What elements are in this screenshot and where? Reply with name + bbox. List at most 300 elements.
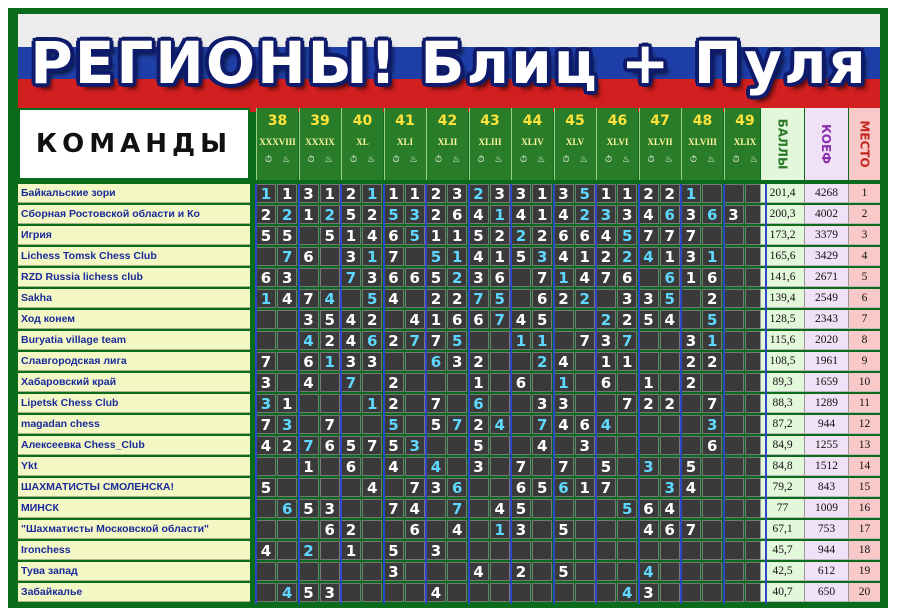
result-cell: 5 — [299, 583, 319, 602]
result-cell: 5 — [511, 499, 531, 518]
result-cell: 5 — [341, 205, 361, 224]
result-cell — [724, 247, 744, 266]
round-icons — [597, 155, 638, 165]
result-cell — [724, 541, 744, 560]
result-cell: 3 — [617, 289, 637, 308]
team-place: 3 — [848, 226, 880, 245]
result-cell — [724, 499, 744, 518]
result-cell: 5 — [469, 436, 489, 455]
result-cell: 6 — [660, 205, 680, 224]
fire-icon: ♨ — [281, 155, 291, 165]
result-cell: 5 — [660, 289, 680, 308]
result-cell — [256, 499, 276, 518]
result-cell — [575, 457, 595, 476]
result-cell — [341, 499, 361, 518]
result-cell — [724, 583, 744, 602]
result-cell — [320, 457, 340, 476]
result-cell — [277, 562, 297, 581]
result-cell — [277, 457, 297, 476]
team-place: 12 — [848, 415, 880, 434]
fire-icon: ♨ — [579, 155, 588, 165]
result-cell: 1 — [277, 184, 297, 203]
result-cell — [469, 331, 489, 350]
round-separator — [680, 184, 682, 604]
result-cell: 6 — [299, 247, 319, 266]
result-cell — [490, 436, 510, 455]
result-cell — [362, 583, 382, 602]
result-cell: 2 — [426, 205, 446, 224]
result-cell — [681, 310, 701, 329]
result-cell: 5 — [532, 478, 552, 497]
result-cell: 3 — [639, 457, 659, 476]
result-cell — [490, 562, 510, 581]
result-cell — [511, 541, 531, 560]
result-cell: 4 — [554, 247, 574, 266]
round-roman: XLI — [396, 137, 413, 147]
result-cell — [532, 562, 552, 581]
team-points: 200,3 — [760, 205, 804, 224]
result-cell: 5 — [384, 541, 404, 560]
result-cell: 6 — [660, 520, 680, 539]
team-name: magadan chess — [18, 415, 250, 434]
result-cell: 6 — [384, 226, 404, 245]
result-cell: 4 — [384, 289, 404, 308]
result-cell: 5 — [362, 289, 382, 308]
round-separator — [468, 184, 470, 604]
result-cell: 5 — [426, 247, 446, 266]
result-cell — [532, 457, 552, 476]
result-cell: 2 — [554, 289, 574, 308]
result-cell — [702, 478, 722, 497]
result-cell: 4 — [384, 457, 404, 476]
result-cell: 3 — [320, 499, 340, 518]
result-cell: 4 — [511, 205, 531, 224]
result-cell: 4 — [490, 499, 510, 518]
result-cell — [554, 331, 574, 350]
result-cell — [341, 583, 361, 602]
result-cell — [575, 562, 595, 581]
round-number: 48 — [692, 113, 713, 129]
clock-icon: ⏱ — [562, 155, 570, 165]
result-cell — [639, 415, 659, 434]
result-cell: 2 — [617, 247, 637, 266]
result-cell: 1 — [575, 247, 595, 266]
result-cell: 1 — [490, 520, 510, 539]
result-cell: 7 — [320, 415, 340, 434]
result-cell: 1 — [554, 373, 574, 392]
result-cell — [681, 499, 701, 518]
result-cell: 5 — [532, 310, 552, 329]
fire-icon: ♨ — [366, 155, 376, 165]
result-cell: 7 — [341, 373, 361, 392]
fire-icon: ♨ — [536, 155, 546, 165]
result-cell — [660, 436, 680, 455]
team-place: 19 — [848, 562, 880, 581]
team-coef: 843 — [804, 478, 848, 497]
team-name: Ykt — [18, 457, 250, 476]
team-points: 89,3 — [760, 373, 804, 392]
result-cell — [426, 520, 446, 539]
result-cell: 6 — [575, 226, 595, 245]
clock-icon: ⏱ — [689, 155, 697, 165]
result-cell: 1 — [362, 247, 382, 266]
result-cell: 5 — [256, 226, 276, 245]
round-icons — [342, 155, 383, 165]
team-coef: 2343 — [804, 310, 848, 329]
round-header-48 — [681, 108, 723, 180]
result-cell — [575, 520, 595, 539]
result-cell: 2 — [469, 184, 489, 203]
result-cell: 7 — [617, 394, 637, 413]
result-cell: 6 — [511, 373, 531, 392]
result-cell — [681, 541, 701, 560]
fire-icon: ♨ — [494, 155, 503, 165]
result-cell: 6 — [405, 520, 425, 539]
result-cell — [469, 583, 489, 602]
result-cell: 1 — [532, 184, 552, 203]
result-cell — [384, 478, 404, 497]
result-cell — [447, 394, 467, 413]
team-points: 45,7 — [760, 541, 804, 560]
result-cell — [660, 352, 680, 371]
result-cell — [490, 394, 510, 413]
round-number: 40 — [352, 113, 373, 129]
round-header-46 — [596, 108, 638, 180]
result-cell: 3 — [341, 247, 361, 266]
team-name: Хабаровский край — [18, 373, 250, 392]
result-cell: 4 — [320, 289, 340, 308]
result-cell: 4 — [256, 541, 276, 560]
team-coef: 1009 — [804, 499, 848, 518]
result-cell: 7 — [299, 289, 319, 308]
result-cell: 7 — [596, 478, 616, 497]
clock-icon: ⏱ — [392, 155, 400, 165]
result-cell: 4 — [554, 415, 574, 434]
result-cell — [490, 457, 510, 476]
result-cell: 1 — [490, 205, 510, 224]
result-cell: 4 — [639, 205, 659, 224]
round-separator — [425, 184, 427, 604]
round-roman: XLVIII — [688, 137, 717, 147]
result-cell: 7 — [341, 268, 361, 287]
result-cell: 5 — [384, 415, 404, 434]
result-cell: 2 — [320, 331, 340, 350]
result-cell: 5 — [490, 289, 510, 308]
result-cell — [660, 415, 680, 434]
team-coef: 1289 — [804, 394, 848, 413]
round-header-42 — [426, 108, 468, 180]
result-cell — [554, 541, 574, 560]
result-cell — [681, 583, 701, 602]
result-cell — [511, 436, 531, 455]
result-cell — [256, 310, 276, 329]
round-number: 44 — [522, 113, 543, 129]
team-coef: 3379 — [804, 226, 848, 245]
team-points: 165,6 — [760, 247, 804, 266]
result-cell — [660, 541, 680, 560]
round-header-44 — [511, 108, 553, 180]
result-cell: 2 — [702, 289, 722, 308]
team-coef: 944 — [804, 541, 848, 560]
points-label: БАЛЛЫ — [775, 118, 790, 170]
result-cell: 7 — [256, 415, 276, 434]
result-cell — [596, 520, 616, 539]
result-cell: 5 — [320, 310, 340, 329]
result-cell: 2 — [426, 184, 446, 203]
result-cell: 4 — [575, 268, 595, 287]
result-cell: 2 — [277, 205, 297, 224]
result-cell — [405, 541, 425, 560]
result-cell: 5 — [575, 184, 595, 203]
clock-icon: ⏱ — [349, 155, 357, 165]
team-name: Ход конем — [18, 310, 250, 329]
team-place: 14 — [848, 457, 880, 476]
round-icons — [300, 155, 341, 165]
result-cell: 3 — [532, 394, 552, 413]
team-coef: 753 — [804, 520, 848, 539]
result-cell — [617, 562, 637, 581]
result-cell: 1 — [447, 226, 467, 245]
team-place: 17 — [848, 520, 880, 539]
result-cell — [299, 562, 319, 581]
round-header-43 — [469, 108, 511, 180]
coef-label: КОЕФ — [819, 123, 834, 165]
result-cell — [490, 331, 510, 350]
result-cell: 1 — [362, 394, 382, 413]
result-cell: 7 — [384, 499, 404, 518]
result-cell — [362, 415, 382, 434]
result-cell: 1 — [681, 268, 701, 287]
result-cell — [532, 520, 552, 539]
round-roman: XL — [356, 137, 369, 147]
team-place: 18 — [848, 541, 880, 560]
result-cell: 2 — [447, 268, 467, 287]
result-cell: 7 — [639, 226, 659, 245]
result-cell — [320, 541, 340, 560]
fire-icon: ♨ — [621, 155, 631, 165]
result-cell: 2 — [320, 205, 340, 224]
result-cell: 4 — [660, 310, 680, 329]
result-cell: 3 — [511, 184, 531, 203]
result-cell: 5 — [405, 226, 425, 245]
result-cell: 3 — [469, 457, 489, 476]
team-name: Игрия — [18, 226, 250, 245]
result-cell — [702, 499, 722, 518]
result-cell: 4 — [660, 499, 680, 518]
result-cell: 4 — [639, 520, 659, 539]
team-points: 201,4 — [760, 184, 804, 203]
result-cell — [447, 562, 467, 581]
result-cell — [277, 310, 297, 329]
result-cell: 3 — [384, 562, 404, 581]
result-cell — [426, 436, 446, 455]
round-separator — [383, 184, 385, 604]
place-column-header — [848, 108, 880, 180]
result-cell: 1 — [617, 184, 637, 203]
result-cell — [511, 268, 531, 287]
result-cell: 5 — [277, 226, 297, 245]
round-roman: XLV — [565, 137, 585, 147]
result-cell: 6 — [639, 499, 659, 518]
result-cell: 1 — [469, 373, 489, 392]
result-cell: 3 — [596, 331, 616, 350]
result-cell — [702, 226, 722, 245]
result-cell — [617, 415, 637, 434]
result-cell: 4 — [596, 415, 616, 434]
result-cell — [724, 289, 744, 308]
result-cell: 2 — [575, 289, 595, 308]
result-cell — [384, 520, 404, 539]
result-cell: 3 — [724, 205, 744, 224]
result-cell: 7 — [277, 247, 297, 266]
result-cell — [702, 562, 722, 581]
result-cell: 5 — [426, 268, 446, 287]
result-cell — [447, 436, 467, 455]
round-roman: XLII — [437, 137, 458, 147]
result-cell: 2 — [511, 562, 531, 581]
team-points: 42,5 — [760, 562, 804, 581]
result-cell: 6 — [447, 310, 467, 329]
round-icons — [512, 155, 553, 165]
clock-icon: ⏱ — [519, 155, 527, 165]
result-cell: 1 — [532, 205, 552, 224]
round-separator — [638, 184, 640, 604]
result-cell: 1 — [256, 184, 276, 203]
result-cell: 6 — [660, 268, 680, 287]
team-place: 1 — [848, 184, 880, 203]
result-cell — [575, 541, 595, 560]
result-cell: 6 — [575, 415, 595, 434]
round-number: 43 — [480, 113, 500, 129]
team-coef: 612 — [804, 562, 848, 581]
result-cell: 4 — [299, 331, 319, 350]
result-cell — [681, 562, 701, 581]
result-cell: 3 — [256, 394, 276, 413]
result-cell: 1 — [532, 331, 552, 350]
result-cell — [702, 457, 722, 476]
result-cell: 1 — [511, 331, 531, 350]
result-cell — [341, 394, 361, 413]
result-cell: 2 — [596, 310, 616, 329]
result-cell — [341, 478, 361, 497]
result-cell — [256, 583, 276, 602]
result-cell: 3 — [256, 373, 276, 392]
result-cell — [320, 394, 340, 413]
result-cell — [426, 499, 446, 518]
result-cell: 6 — [447, 205, 467, 224]
result-cell — [639, 541, 659, 560]
result-cell: 2 — [362, 205, 382, 224]
result-cell: 7 — [405, 478, 425, 497]
result-cell: 6 — [384, 268, 404, 287]
result-cell: 4 — [299, 373, 319, 392]
result-cell: 3 — [702, 415, 722, 434]
result-cell — [405, 394, 425, 413]
result-cell: 2 — [384, 394, 404, 413]
result-cell: 3 — [405, 436, 425, 455]
result-cell: 6 — [702, 268, 722, 287]
result-cell: 6 — [532, 289, 552, 308]
result-cell — [384, 310, 404, 329]
team-coef: 1512 — [804, 457, 848, 476]
result-cell: 1 — [596, 352, 616, 371]
result-cell — [405, 415, 425, 434]
result-cell: 7 — [426, 331, 446, 350]
result-cell: 3 — [299, 184, 319, 203]
result-cell — [617, 520, 637, 539]
result-cell — [405, 562, 425, 581]
result-cell: 3 — [469, 268, 489, 287]
round-number: 38 — [267, 113, 288, 129]
team-place: 4 — [848, 247, 880, 266]
team-coef: 1659 — [804, 373, 848, 392]
result-cell — [724, 394, 744, 413]
result-cell: 7 — [596, 268, 616, 287]
result-cell — [447, 457, 467, 476]
result-cell: 1 — [277, 394, 297, 413]
result-cell — [617, 478, 637, 497]
result-cell: 1 — [426, 310, 446, 329]
result-cell — [660, 331, 680, 350]
round-separator — [298, 184, 300, 604]
round-number: 45 — [565, 113, 585, 129]
result-cell: 4 — [447, 520, 467, 539]
team-coef: 2020 — [804, 331, 848, 350]
result-cell: 5 — [617, 499, 637, 518]
place-label: МЕСТО — [857, 120, 872, 168]
result-cell — [341, 415, 361, 434]
result-cell — [532, 541, 552, 560]
round-number: 46 — [607, 113, 628, 129]
result-cell — [299, 520, 319, 539]
result-cell — [702, 520, 722, 539]
result-cell — [362, 457, 382, 476]
result-cell: 5 — [469, 226, 489, 245]
result-cell: 4 — [277, 289, 297, 308]
result-cell — [256, 562, 276, 581]
result-cell: 1 — [702, 247, 722, 266]
result-cell: 2 — [341, 520, 361, 539]
result-cell — [596, 583, 616, 602]
result-cell: 3 — [320, 583, 340, 602]
result-cell — [617, 457, 637, 476]
result-cell: 2 — [617, 310, 637, 329]
result-cell: 6 — [277, 499, 297, 518]
result-cell — [511, 415, 531, 434]
result-cell: 6 — [702, 436, 722, 455]
result-cell — [639, 268, 659, 287]
team-name: Lichess Tomsk Chess Club — [18, 247, 250, 266]
result-cell: 7 — [447, 415, 467, 434]
result-cell — [362, 373, 382, 392]
result-cell — [575, 394, 595, 413]
result-cell — [320, 373, 340, 392]
result-cell: 2 — [469, 352, 489, 371]
result-cell: 1 — [554, 268, 574, 287]
round-roman: XXXVIII — [259, 137, 296, 147]
result-cell — [299, 394, 319, 413]
result-cell — [362, 541, 382, 560]
result-cell — [532, 499, 552, 518]
round-icons — [555, 155, 596, 165]
result-cell: 1 — [341, 226, 361, 245]
result-cell: 5 — [681, 457, 701, 476]
points-column-header — [760, 108, 804, 180]
result-cell — [702, 583, 722, 602]
result-cell — [596, 541, 616, 560]
result-cell — [596, 436, 616, 455]
result-cell — [490, 541, 510, 560]
